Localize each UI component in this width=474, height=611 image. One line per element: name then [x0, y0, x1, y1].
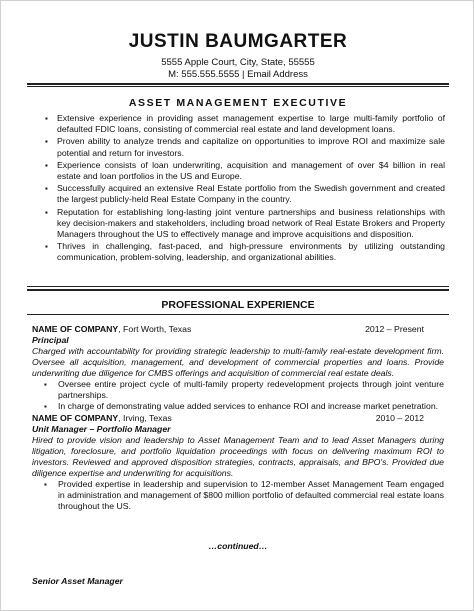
job-title: Principal [32, 335, 69, 345]
summary-headline: ASSET MANAGEMENT EXECUTIVE [128, 97, 348, 109]
job-description: Charged with accountability for providing strategic leadership to multi-family real-estate development firm. Oversee all acquisition, management, and development of commercial properties and loans. Provide underwriting due diligence for CMBS offerings and acquisition of commercial real estate deals. [32, 346, 444, 378]
job-bullet: ▪ Oversee entire project cycle of multi-family property redevelopment projects through joint venture partnerships. [58, 379, 444, 401]
summary-rule-thick [27, 289, 449, 291]
experience-section-title: PROFESSIONAL EXPERIENCE [161, 299, 315, 311]
address-line: 5555 Apple Court, City, State, 55555 [161, 57, 315, 68]
job-bullets [32, 379, 444, 412]
summary-rule-thin [27, 286, 449, 287]
job-entry [32, 324, 444, 412]
summary-item: ▪ Extensive experience in providing asset management expertise to large multi-family portfolio of defaulted FDIC loans, consisting of commercial real estate and land development loans. [57, 113, 445, 135]
job-bullet: ▪ Provided expertise in leadership and supervision to 12-member Asset Management Team engaged in administration and management of $800 million portfolio of defaulted commercial real estate loans throughout the US. [58, 479, 444, 512]
experience-rule [27, 314, 449, 315]
job-bullets [32, 479, 444, 512]
header-rule-thin [27, 86, 449, 87]
company-name: NAME OF COMPANY [32, 324, 119, 334]
job-dates: 2010 – 2012 [375, 413, 424, 423]
job-bullet: ▪ In charge of demonstrating value added services to enhance ROI and increase market penetration. [58, 401, 444, 412]
job-header [32, 324, 444, 335]
next-job-title: Senior Asset Manager [32, 576, 123, 586]
candidate-name: JUSTIN BAUMGARTER [128, 31, 348, 52]
header-rule-thick [27, 83, 449, 85]
contact-line: M: 555.555.5555 | Email Address [168, 69, 308, 80]
job-dates: 2012 – Present [365, 324, 424, 334]
summary-item: ▪ Thrives in challenging, fast-paced, and high-pressure environments by utilizing outstanding communication, problem-solving, leadership, and organizational abilities. [57, 241, 445, 263]
job-entry [32, 413, 444, 512]
summary-item: ▪ Successfully acquired an extensive Real Estate portfolio from the Swedish government and created the largest publicly-held Real Estate Company in the country. [57, 183, 445, 205]
job-description: Hired to provide vision and leadership to Asset Management Team and to lead Asset Managers during litigation, foreclosure, and portfolio liquidation proceedings with focus on delivering maximum ROI to investors. Reviewed and approved disposition strategies, contracts, appraisals, and BPO's. Provided due diligence expertise and underwriting for acquisitions. [32, 435, 444, 478]
summary-item: ▪ Proven ability to analyze trends and capitalize on opportunities to improve ROI and maximize sale potential and return for investors. [57, 136, 445, 158]
summary-item: ▪ Reputation for establishing long-lasting joint venture partnerships and business relationships with key decision-makers and stakeholders, including broad network of Real Estate Brokers and Property Managers throughout the US to effectively manage and improve acquisitions and disposition. [57, 207, 445, 241]
company-location: , Irving, Texas [118, 413, 172, 423]
job-title: Unit Manager – Portfolio Manager [32, 424, 171, 434]
continued-note: …continued… [208, 541, 268, 551]
job-header [32, 413, 444, 424]
company-location: , Fort Worth, Texas [118, 324, 192, 334]
summary-item: ▪ Experience consists of loan underwriting, acquisition and management of over $4 billion in real estate and loan portfolios in the US and Europe. [57, 160, 445, 182]
summary-list [57, 113, 445, 265]
company-name: NAME OF COMPANY [32, 413, 119, 423]
